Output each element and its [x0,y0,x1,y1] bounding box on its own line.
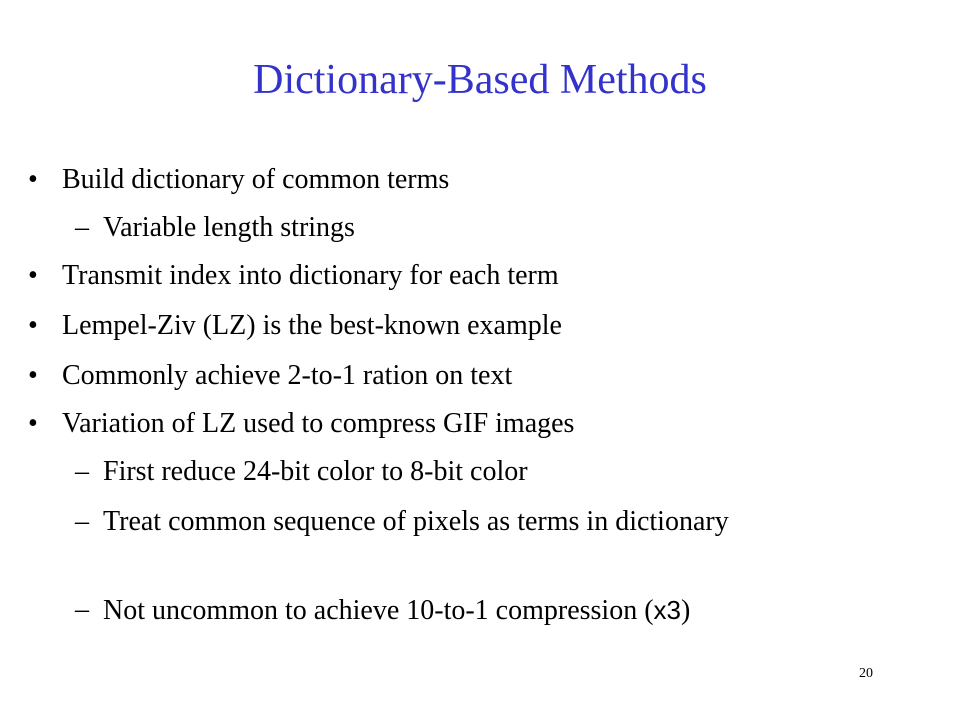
bullet-item [28,164,450,196]
sub-bullet-item [75,212,355,244]
slide-title: Dictionary-Based Methods [253,57,707,103]
sub-bullet-marker: – [75,456,89,487]
sub-bullet-marker: – [75,212,89,243]
bullet-marker: • [28,408,38,439]
bullet-item [28,408,575,440]
bullet-marker: • [28,164,38,195]
sub-bullet-text: Variable length strings [103,212,355,243]
bullet-text: Commonly achieve 2-to-1 ration on text [62,360,513,391]
bullet-text: Variation of LZ used to compress GIF images [62,408,575,439]
multiplier-x3: x3 [653,595,682,625]
sub-bullet-text: Treat common sequence of pixels as terms in dictionary [103,506,729,537]
paren-close: ) [681,595,691,626]
bullet-item [28,360,513,392]
sub-bullet-marker: – [75,506,89,537]
bullet-marker: • [28,260,38,291]
bullet-marker: • [28,360,38,391]
sub-bullet-item [75,594,691,627]
sub-bullet-text: First reduce 24-bit color to 8-bit color [103,456,528,487]
sub-bullet-item [75,456,528,488]
sub-bullet-marker: – [75,594,89,625]
bullet-text: Transmit index into dictionary for each term [62,260,559,291]
bullet-text: Lempel-Ziv (LZ) is the best-known example [62,310,562,341]
sub-bullet-text: Not uncommon to achieve 10-to-1 compression [103,595,645,626]
bullet-item [28,310,562,342]
bullet-text: Build dictionary of common terms [62,164,450,195]
bullet-marker: • [28,310,38,341]
page-number: 20 [859,666,873,681]
paren-open: ( [644,595,654,626]
sub-bullet-item [75,506,823,538]
bullet-item [28,260,559,292]
